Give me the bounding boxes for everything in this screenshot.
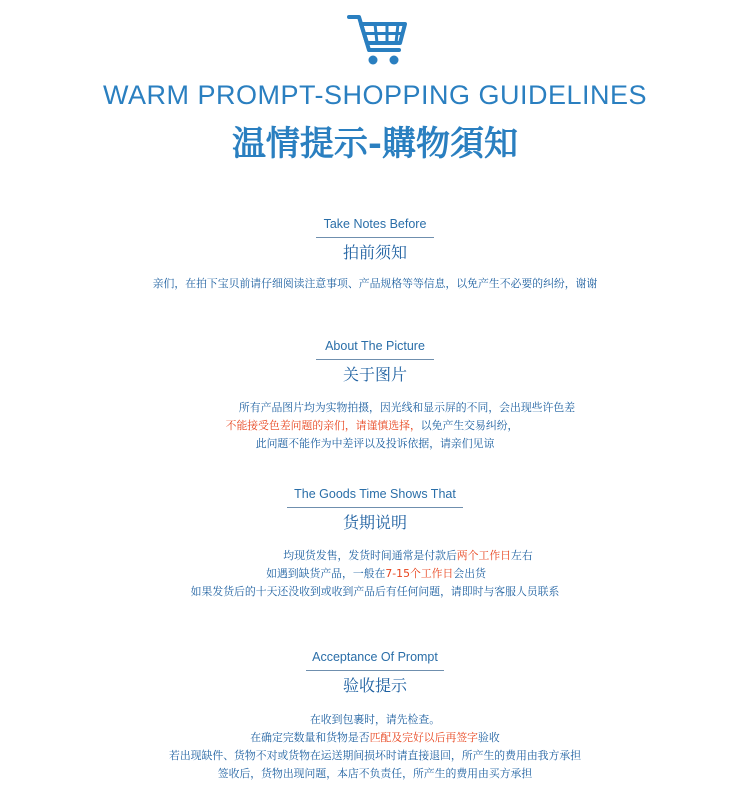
section-divider bbox=[316, 359, 434, 360]
section-body-acceptance bbox=[0, 711, 750, 783]
page-title-chinese: 温情提示-購物須知 bbox=[231, 124, 519, 164]
section-title-chinese: 货期说明 bbox=[342, 513, 407, 532]
section-title-chinese: 关于图片 bbox=[342, 365, 407, 384]
section-title-chinese: 拍前须知 bbox=[342, 243, 407, 262]
section-acceptance bbox=[0, 649, 750, 696]
body-line: 此问题不能作为中差评以及投诉依据，请亲们见谅 bbox=[255, 437, 495, 450]
body-line: 不能接受色差问题的亲们，请谨慎选择，以免产生交易纠纷， bbox=[225, 419, 519, 432]
body-line: 在确定完数量和货物是否匹配及完好以后再签字验收 bbox=[250, 731, 500, 744]
section-title-english: Take Notes Before bbox=[323, 217, 427, 231]
body-line: 若出现缺件、货物不对或货物在运送期间损坏时请直接退回，所产生的费用由我方承担 bbox=[168, 749, 582, 762]
section-body-take-notes bbox=[0, 275, 750, 293]
body-line: 均现货发售，发货时间通常是付款后两个工作日左右 bbox=[283, 549, 533, 562]
body-line: 亲们，在拍下宝贝前请仔细阅读注意事项、产品规格等等信息，以免产生不必要的纠纷，谢谢 bbox=[152, 277, 598, 290]
body-line: 如果发货后的十天还没收到或收到产品后有任何问题，请即时与客服人员联系 bbox=[190, 585, 560, 598]
body-line: 在收到包裹时，请先检查。 bbox=[309, 713, 441, 726]
body-line: 签收后，货物出现问题，本店不负责任，所产生的费用由买方承担 bbox=[217, 767, 533, 780]
section-title-english: Acceptance Of Prompt bbox=[312, 650, 438, 664]
section-divider bbox=[306, 670, 444, 671]
page-title-english: WARM PROMPT-SHOPPING GUIDELINES bbox=[102, 80, 648, 110]
section-title-english: About The Picture bbox=[325, 339, 425, 353]
section-body-goods-time bbox=[0, 547, 750, 601]
section-title-chinese: 验收提示 bbox=[342, 676, 407, 695]
body-line: 如遇到缺货产品，一般在7-15个工作日会出货 bbox=[266, 567, 486, 580]
section-title-english: The Goods Time Shows That bbox=[294, 487, 456, 501]
shopping-cart-icon bbox=[347, 10, 409, 68]
body-line: 所有产品图片均为实物拍摄，因光线和显示屏的不同，会出现些许色差 bbox=[238, 401, 576, 414]
section-about-picture bbox=[0, 338, 750, 385]
section-divider bbox=[287, 507, 463, 508]
section-take-notes bbox=[0, 216, 750, 263]
section-divider bbox=[316, 237, 434, 238]
section-body-about-picture bbox=[0, 399, 750, 453]
section-goods-time bbox=[0, 486, 750, 533]
